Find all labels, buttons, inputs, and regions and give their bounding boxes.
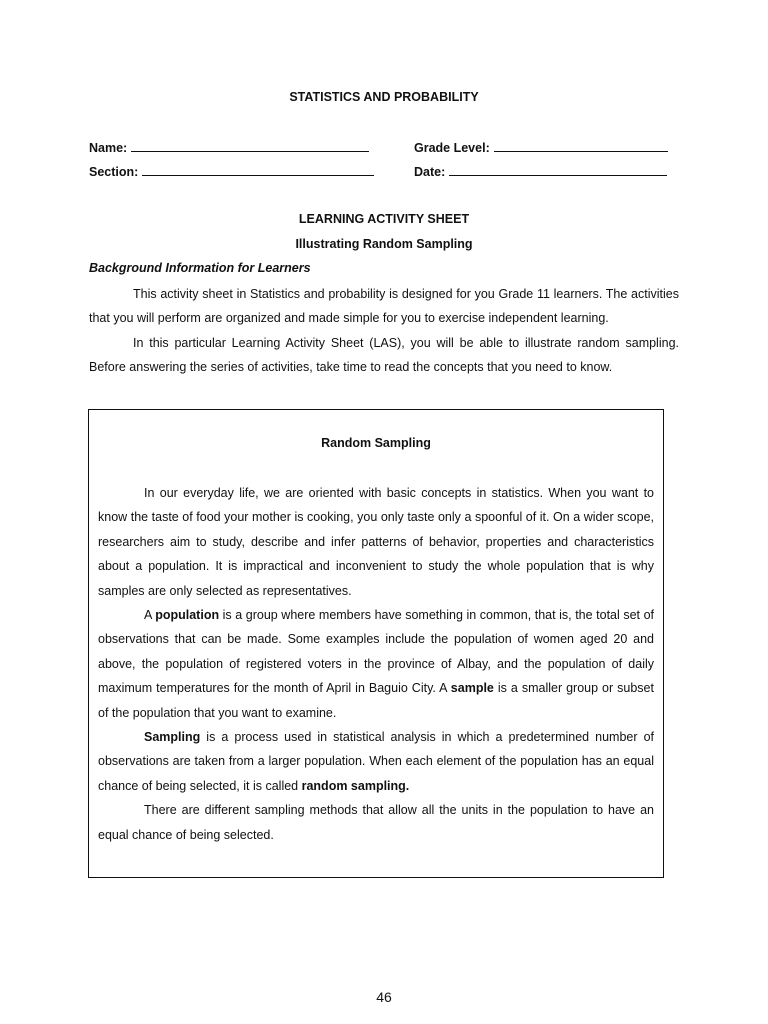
section-field: [89, 163, 374, 179]
term-population: population: [155, 608, 220, 623]
grade-level-label: Grade Level:: [414, 141, 490, 155]
text-span: is a process used in statistical analysis in which a predetermined number of observations are taken from a larger population. When each element of the population has an equal chance of being selected, it is called: [98, 730, 654, 793]
name-blank-line: [131, 139, 369, 152]
text-span: A: [144, 608, 156, 623]
concept-box-body: [98, 481, 654, 847]
grade-level-field: [414, 139, 668, 155]
term-sampling: Sampling: [144, 730, 201, 745]
section-blank-line: [142, 163, 374, 176]
term-random-sampling: random sampling.: [301, 778, 410, 793]
term-sample: sample: [450, 681, 494, 696]
concept-paragraph-1: In our everyday life, we are oriented with basic concepts in statistics. When you want to know the taste of food your mother is cooking, you only taste only a spoonful of it. On a wider scope, researchers aim to study, describe and infer patterns of behavior, properties and characteristics about a population. It is impractical and inconvenient to study the whole population that is why samples are only selected as representatives.: [98, 486, 654, 598]
concept-paragraph-4: There are different sampling methods that allow all the units in the population to have an equal chance of being selected.: [98, 803, 654, 842]
text-span: is a group where members have something in common, that is, the total set of observations that can be made. Some examples include the population of women aged 20 and above, the population of registered voters in the province of Albay, and the population of daily maximum temperatures for the month of April in Baguio City. A: [98, 608, 655, 696]
date-label: Date:: [414, 165, 446, 179]
name-label: Name:: [89, 141, 128, 155]
page-title: STATISTICS AND PROBABILITY: [289, 90, 479, 104]
intro-paragraph-1: This activity sheet in Statistics and probability is designed for you Grade 11 learners. The activities that you will perform are organized and made simple for you to exercise independent learning.: [89, 287, 679, 326]
text-span: is a smaller group or subset of the population that you want to examine.: [98, 681, 654, 720]
background-heading: Background Information for Learners: [89, 261, 311, 275]
activity-sheet-heading: LEARNING ACTIVITY SHEET: [298, 212, 470, 226]
date-blank-line: [449, 163, 667, 176]
concept-paragraph-2: [98, 603, 654, 725]
concept-box-title: Random Sampling: [321, 436, 431, 450]
section-label: Section:: [89, 165, 139, 179]
intro-paragraph-2: In this particular Learning Activity Sheet (LAS), you will be able to illustrate random sampling. Before answering the series of activities, take time to read the concepts that you need to know.: [89, 336, 679, 375]
name-field: [89, 139, 369, 155]
concept-paragraph-3: [98, 725, 654, 798]
page-number: 46: [376, 989, 392, 1005]
grade-level-blank-line: [494, 139, 668, 152]
activity-sheet-subheading: Illustrating Random Sampling: [295, 237, 473, 251]
date-field: [414, 163, 667, 179]
